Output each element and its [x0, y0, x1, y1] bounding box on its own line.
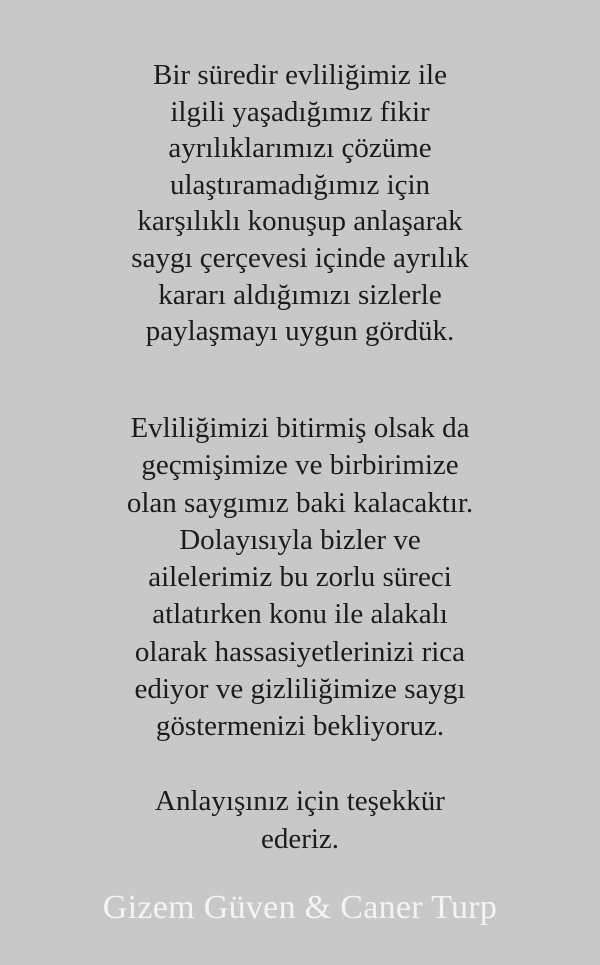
- paragraph-announcement: [0, 57, 600, 350]
- text-line: Evliliğimizi bitirmiş olsak da: [130, 412, 470, 444]
- text-line: atlatırken konu ile alakalı: [152, 598, 448, 631]
- text-line: ayrılıklarımızı çözüme: [168, 132, 432, 165]
- text-line: saygı çerçevesi içinde ayrılık: [131, 241, 469, 274]
- text-line: ulaştıramadığımız için: [169, 168, 431, 201]
- text-line: Anlayışınız için teşekkür: [155, 785, 445, 817]
- signature: Gizem Güven & Caner Turp: [102, 889, 498, 926]
- text-line: geçmişimize ve birbirimize: [141, 449, 459, 482]
- text-line: olarak hassasiyetlerinizi rica: [134, 635, 466, 668]
- text-line: paylaşmayı uygun gördük.: [145, 315, 455, 348]
- paragraph-request: [0, 410, 600, 746]
- text-line: kararı aldığımızı sizlerle: [158, 278, 442, 311]
- text-line: ediyor ve gizliliğimize saygı: [134, 673, 466, 706]
- text-line: ederiz.: [260, 823, 340, 855]
- text-line: göstermenizi bekliyoruz.: [155, 710, 445, 743]
- text-line: Dolayısıyla bizler ve: [179, 523, 421, 556]
- paragraph-thanks: [0, 782, 600, 858]
- text-line: karşılıklı konuşup anlaşarak: [137, 205, 463, 238]
- text-line: ilgili yaşadığımız fikir: [170, 95, 430, 128]
- text-line: olan saygımız baki kalacaktır.: [126, 486, 474, 519]
- text-line: Bir süredir evliliğimiz ile: [153, 59, 447, 91]
- text-line: ailelerimiz bu zorlu süreci: [148, 561, 452, 594]
